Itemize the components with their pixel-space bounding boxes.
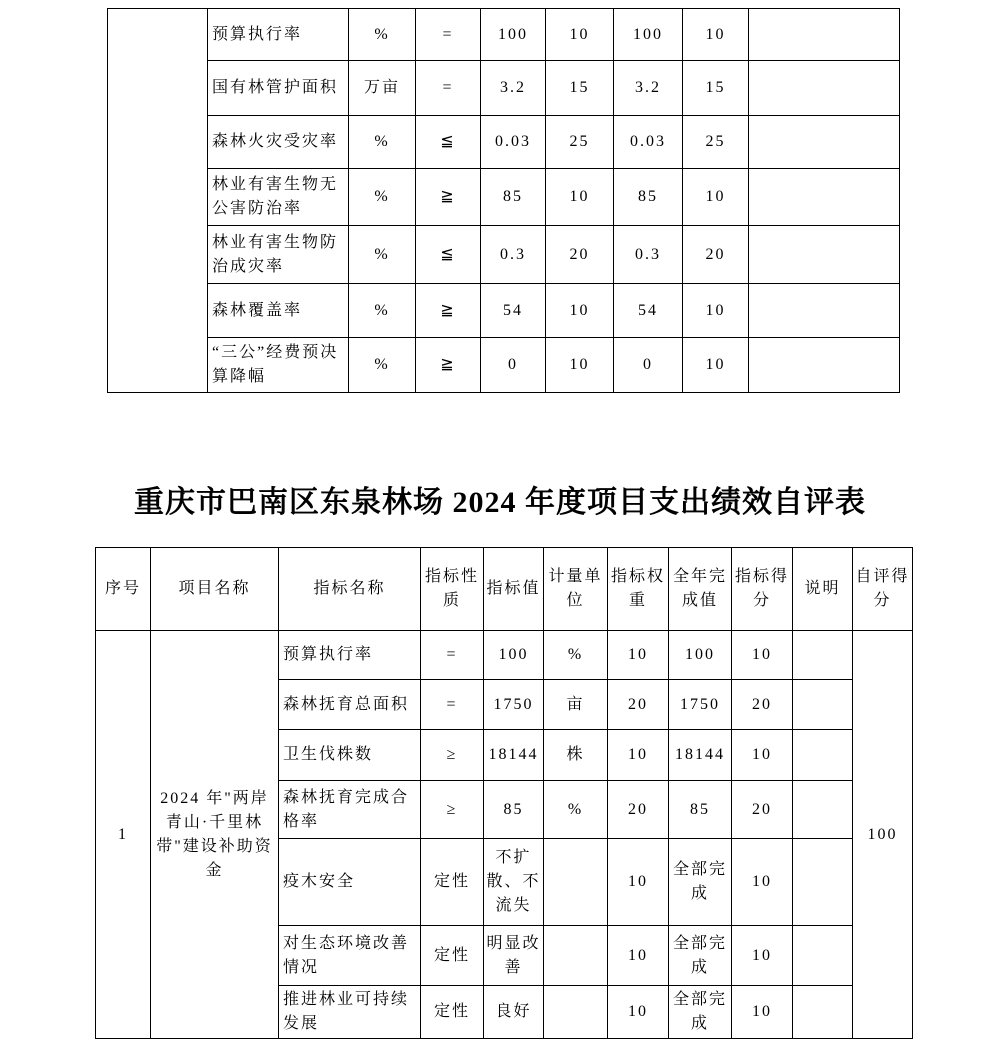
unit-cell: % (349, 226, 416, 284)
note-cell (793, 839, 853, 926)
nature-cell: = (421, 680, 484, 730)
nature-cell: ≥ (421, 730, 484, 781)
nature-cell: = (421, 631, 484, 680)
note-cell (793, 986, 853, 1039)
value-cell: 100 (481, 9, 546, 61)
note-cell (749, 61, 900, 116)
nature-cell: 定性 (421, 986, 484, 1039)
completion-cell: 全部完成 (669, 926, 732, 986)
score-cell: 10 (732, 631, 793, 680)
completion-cell: 18144 (669, 730, 732, 781)
weight-cell: 10 (546, 284, 614, 338)
note-cell (749, 116, 900, 169)
indicator-name-cell: 推进林业可持续发展 (279, 986, 421, 1039)
nature-cell: ≦ (416, 116, 481, 169)
column-header: 指标名称 (279, 548, 421, 631)
unit-cell (544, 926, 608, 986)
value-cell: 54 (481, 284, 546, 338)
completion-cell: 54 (614, 284, 683, 338)
column-header: 项目名称 (151, 548, 279, 631)
merged-empty-cell (108, 9, 208, 393)
completion-cell: 100 (669, 631, 732, 680)
nature-cell: ≧ (416, 338, 481, 393)
indicator-name-cell: 对生态环境改善情况 (279, 926, 421, 986)
nature-cell: 定性 (421, 839, 484, 926)
indicator-name-cell: 林业有害生物无公害防治率 (208, 169, 349, 226)
column-header: 序号 (96, 548, 151, 631)
value-cell: 0.3 (481, 226, 546, 284)
nature-cell: = (416, 61, 481, 116)
column-header: 说明 (793, 548, 853, 631)
weight-cell: 25 (546, 116, 614, 169)
weight-cell: 10 (608, 839, 669, 926)
unit-cell: % (544, 631, 608, 680)
indicator-name-cell: 疫木安全 (279, 839, 421, 926)
page-title: 重庆市巴南区东泉林场 2024 年度项目支出绩效自评表 (134, 486, 866, 519)
table-row (96, 631, 913, 680)
score-cell: 20 (732, 680, 793, 730)
completion-cell: 全部完成 (669, 839, 732, 926)
table-row (108, 338, 900, 393)
score-cell: 10 (683, 169, 749, 226)
weight-cell: 10 (608, 730, 669, 781)
weight-cell: 20 (546, 226, 614, 284)
score-cell: 20 (683, 226, 749, 284)
unit-cell: % (349, 338, 416, 393)
indicator-name-cell: 林业有害生物防治成灾率 (208, 226, 349, 284)
completion-cell: 1750 (669, 680, 732, 730)
score-cell: 10 (732, 926, 793, 986)
completion-cell: 3.2 (614, 61, 683, 116)
value-cell: 良好 (484, 986, 544, 1039)
indicator-name-cell: 预算执行率 (208, 9, 349, 61)
indicator-name-cell: 卫生伐株数 (279, 730, 421, 781)
weight-cell: 20 (608, 680, 669, 730)
note-cell (749, 284, 900, 338)
header-row (96, 548, 913, 631)
table-row (108, 116, 900, 169)
unit-cell: 万亩 (349, 61, 416, 116)
completion-cell: 85 (614, 169, 683, 226)
weight-cell: 10 (546, 169, 614, 226)
nature-cell: ≧ (416, 169, 481, 226)
value-cell: 不扩散、不流失 (484, 839, 544, 926)
nature-cell: 定性 (421, 926, 484, 986)
performance-table-continued (107, 8, 900, 393)
column-header: 计量单位 (544, 548, 608, 631)
value-cell: 3.2 (481, 61, 546, 116)
weight-cell: 10 (608, 926, 669, 986)
nature-cell: ≦ (416, 226, 481, 284)
completion-cell: 0.03 (614, 116, 683, 169)
weight-cell: 10 (608, 631, 669, 680)
value-cell: 100 (484, 631, 544, 680)
note-cell (749, 226, 900, 284)
unit-cell: % (349, 169, 416, 226)
unit-cell (544, 986, 608, 1039)
note-cell (749, 338, 900, 393)
table-row (108, 61, 900, 116)
nature-cell: = (416, 9, 481, 61)
table-row (108, 226, 900, 284)
project-self-evaluation-table (95, 547, 913, 1039)
table-row (108, 9, 900, 61)
completion-cell: 100 (614, 9, 683, 61)
nature-cell: ≥ (421, 781, 484, 839)
note-cell (749, 9, 900, 61)
nature-cell: ≧ (416, 284, 481, 338)
note-cell (793, 781, 853, 839)
weight-cell: 20 (608, 781, 669, 839)
unit-cell: 亩 (544, 680, 608, 730)
note-cell (793, 680, 853, 730)
score-cell: 10 (683, 284, 749, 338)
column-header: 自评得分 (853, 548, 913, 631)
value-cell: 0 (481, 338, 546, 393)
column-header: 指标性质 (421, 548, 484, 631)
indicator-name-cell: 森林抚育完成合格率 (279, 781, 421, 839)
score-cell: 25 (683, 116, 749, 169)
column-header: 全年完成值 (669, 548, 732, 631)
weight-cell: 10 (546, 338, 614, 393)
completion-cell: 全部完成 (669, 986, 732, 1039)
project-name-cell: 2024 年"两岸青山·千里林带"建设补助资金 (151, 631, 279, 1039)
serial-cell: 1 (96, 631, 151, 1039)
unit-cell: % (349, 9, 416, 61)
unit-cell: % (349, 116, 416, 169)
unit-cell: % (349, 284, 416, 338)
self-score-cell: 100 (853, 631, 913, 1039)
column-header: 指标值 (484, 548, 544, 631)
table-row (108, 169, 900, 226)
note-cell (749, 169, 900, 226)
indicator-name-cell: 森林火灾受灾率 (208, 116, 349, 169)
completion-cell: 0.3 (614, 226, 683, 284)
value-cell: 0.03 (481, 116, 546, 169)
unit-cell: 株 (544, 730, 608, 781)
score-cell: 10 (732, 986, 793, 1039)
column-header: 指标权重 (608, 548, 669, 631)
value-cell: 85 (484, 781, 544, 839)
weight-cell: 15 (546, 61, 614, 116)
note-cell (793, 631, 853, 680)
score-cell: 10 (732, 839, 793, 926)
column-header: 指标得分 (732, 548, 793, 631)
note-cell (793, 926, 853, 986)
score-cell: 10 (683, 9, 749, 61)
score-cell: 15 (683, 61, 749, 116)
completion-cell: 85 (669, 781, 732, 839)
score-cell: 10 (683, 338, 749, 393)
completion-cell: 0 (614, 338, 683, 393)
value-cell: 明显改善 (484, 926, 544, 986)
value-cell: 85 (481, 169, 546, 226)
unit-cell (544, 839, 608, 926)
weight-cell: 10 (608, 986, 669, 1039)
table-row (108, 284, 900, 338)
indicator-name-cell: 国有林管护面积 (208, 61, 349, 116)
indicator-name-cell: 预算执行率 (279, 631, 421, 680)
value-cell: 1750 (484, 680, 544, 730)
indicator-name-cell: 森林覆盖率 (208, 284, 349, 338)
unit-cell: % (544, 781, 608, 839)
indicator-name-cell: 森林抚育总面积 (279, 680, 421, 730)
value-cell: 18144 (484, 730, 544, 781)
indicator-name-cell: “三公”经费预决算降幅 (208, 338, 349, 393)
weight-cell: 10 (546, 9, 614, 61)
note-cell (793, 730, 853, 781)
score-cell: 10 (732, 730, 793, 781)
score-cell: 20 (732, 781, 793, 839)
